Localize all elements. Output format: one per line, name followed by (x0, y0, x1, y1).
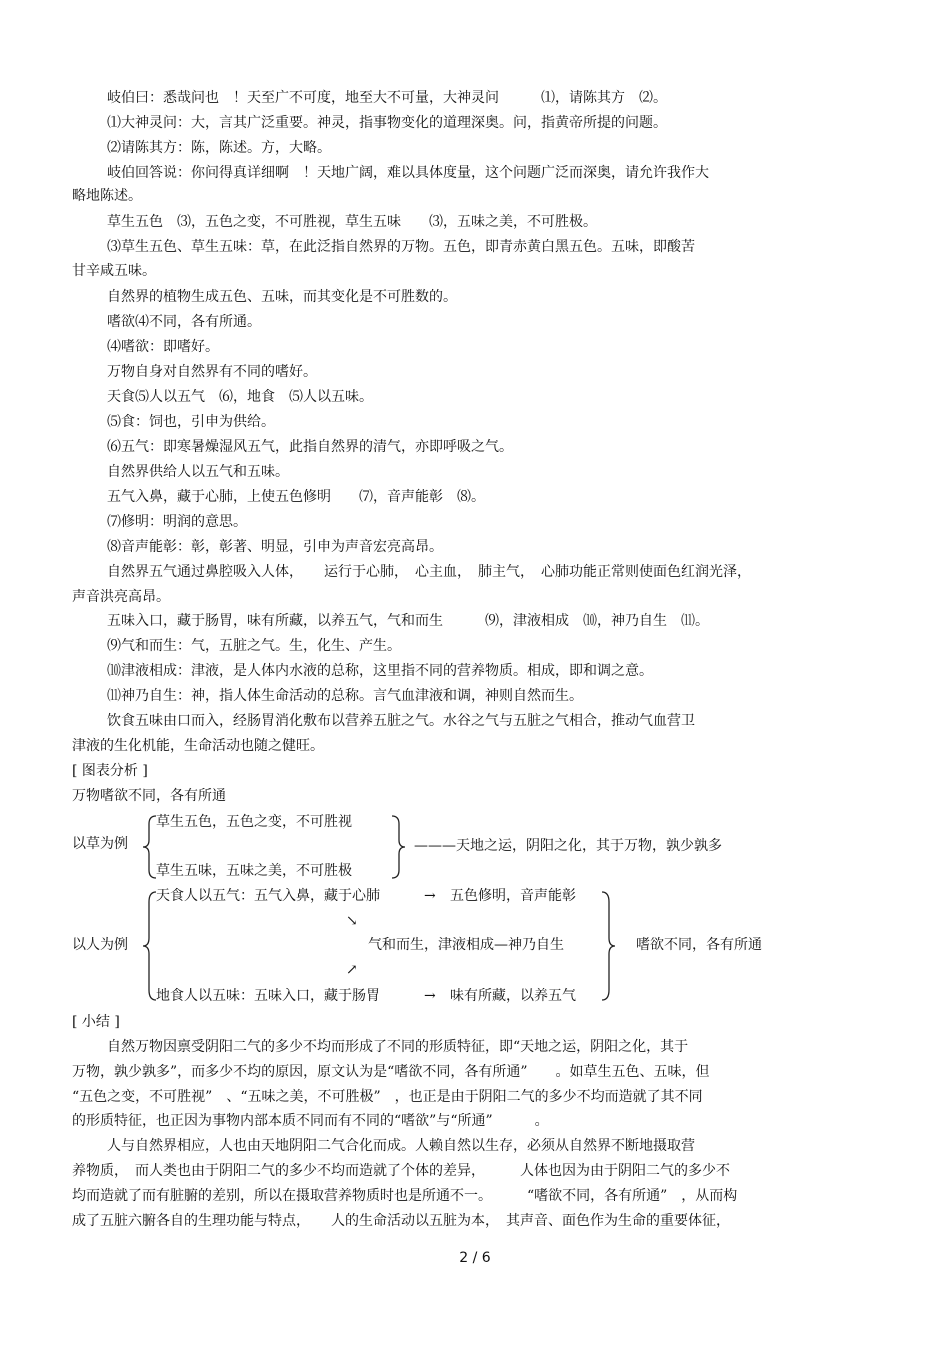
text-line: 成了五脏六腑各自的生理功能与特点， 人的生命活动以五脏为本， 其声音、面色作为生命的重要体征， (72, 1213, 730, 1229)
text-line: 五味入口，藏于肠胃，味有所藏，以养五气，气和而生 ⑼，津液相成 ⑽，神乃自生 ⑾。 (107, 613, 709, 629)
text-line: 饮食五味由口而入，经肠胃消化敷布以营养五脏之气。水谷之气与五脏之气相合，推动气血营卫 (107, 713, 695, 729)
text-line: 甘辛咸五味。 (72, 263, 156, 279)
text-line: 自然界的植物生成五色、五味，而其变化是不可胜数的。 (107, 289, 457, 305)
text-line: ⑽津液相成：津液，是人体内水液的总称，这里指不同的营养物质。相成，即和调之意。 (107, 663, 653, 679)
diagram1-bottom: 草生五味，五味之美，不可胜极 (156, 863, 352, 879)
arrow-up-right-icon: ↗ (346, 962, 358, 978)
diagram2-top-left: 天食人以五气：五气入鼻，藏于心肺 (156, 888, 380, 904)
page-number: 2 / 6 (459, 1250, 491, 1266)
diagram2-bottom-left: 地食人以五味：五味入口，藏于肠胃 (156, 988, 380, 1004)
text-line: ⑺修明：明润的意思。 (107, 514, 247, 530)
text-line: 声音洪亮高昂。 (72, 589, 170, 605)
text-line: 人与自然界相应，人也由天地阴阳二气合化而成。人赖自然以生存，必须从自然界不断地摄取营 (107, 1138, 695, 1154)
text-line: “五色之变，不可胜视” 、“五味之美，不可胜极” ，也正是由于阴阳二气的多少不均而造就了其不同 (72, 1089, 703, 1105)
right-brace-icon (598, 890, 618, 1002)
text-line: 自然界供给人以五气和五味。 (107, 464, 289, 480)
text-line: ⑹五气：即寒暑燥湿风五气，此指自然界的清气，亦即呼吸之气。 (107, 439, 513, 455)
arrow-down-right-icon: ↘ (346, 913, 358, 929)
text-line: ⑸食：饲也，引申为供给。 (107, 414, 275, 430)
text-line: 自然万物因禀受阴阳二气的多少不均而形成了不同的形质特征，即“天地之运，阴阳之化，其于 (107, 1039, 689, 1055)
diagram2-top-right: 五色修明，音声能彰 (450, 888, 576, 904)
chart-heading: [ 图表分析 ] (72, 763, 148, 779)
diagram2-bottom-right: 味有所藏，以养五气 (450, 988, 576, 1004)
text-line: ⑴大神灵问：大，言其广泛重要。神灵，指事物变化的道理深奥。问，指黄帝所提的问题。 (107, 115, 667, 131)
text-line: ⑼气和而生：气，五脏之气。生，化生、产生。 (107, 638, 401, 654)
text-line: 岐伯回答说：你问得真详细啊 ！天地广阔，难以具体度量，这个问题广泛而深奥，请允许我作大 (107, 165, 709, 181)
text-line: 万物自身对自然界有不同的嗜好。 (107, 364, 317, 380)
summary-heading: [ 小结 ] (72, 1014, 120, 1030)
text-line: ⑷嗜欲：即嗜好。 (107, 339, 219, 355)
diagram1-result: ———天地之运，阴阳之化，其于万物，孰少孰多 (414, 838, 722, 854)
diagram2-result: 嗜欲不同，各有所通 (636, 937, 762, 953)
text-line: 天食⑸人以五气 ⑹，地食 ⑸人以五味。 (107, 389, 373, 405)
text-line: 岐伯曰：悉哉问也 ！天至广不可度，地至大不可量，大神灵问 ⑴，请陈其方 ⑵。 (107, 90, 667, 106)
text-line: 的形质特征，也正因为事物内部本质不同而有不同的“嗜欲”与“所通” 。 (72, 1113, 549, 1129)
diagram1-top: 草生五色，五色之变，不可胜视 (156, 814, 352, 830)
left-brace-icon (140, 890, 160, 1002)
text-line: 均而造就了而有脏腑的差别，所以在摄取营养物质时也是所通不一。 “嗜欲不同，各有所通” ，从而构 (72, 1188, 738, 1204)
chart-intro: 万物嗜欲不同，各有所通 (72, 788, 226, 804)
text-line: 草生五色 ⑶，五色之变，不可胜视，草生五味 ⑶，五味之美，不可胜极。 (107, 214, 597, 230)
text-line: ⑾神乃自生：神，指人体生命活动的总称。言气血津液和调，神则自然而生。 (107, 688, 583, 704)
diagram1-left-label: 以草为例 (72, 836, 128, 852)
text-line: 略地陈述。 (72, 188, 142, 204)
arrow-right-icon: → (424, 988, 436, 1004)
arrow-right-icon: → (424, 888, 436, 904)
text-line: 养物质， 而人类也由于阴阳二气的多少不均而造就了个体的差异， 人体也因为由于阴阳二气的多少不 (72, 1163, 730, 1179)
diagram2-left-label: 以人为例 (72, 937, 128, 953)
text-line: 嗜欲⑷不同，各有所通。 (107, 314, 261, 330)
text-line: 自然界五气通过鼻腔吸入人体， 运行于心肺， 心主血， 肺主气， 心肺功能正常则使面色红润光泽， (107, 564, 751, 580)
text-line: ⑵请陈其方：陈，陈述。方，大略。 (107, 140, 331, 156)
text-line: 万物，孰少孰多”，而多少不均的原因，原文认为是“嗜欲不同，各有所通” 。如草生五色、五味，但 (72, 1064, 710, 1080)
text-line: 津液的生化机能，生命活动也随之健旺。 (72, 738, 324, 754)
text-line: 五气入鼻，藏于心肺，上使五色修明 ⑺，音声能彰 ⑻。 (107, 489, 485, 505)
right-brace-icon (388, 814, 408, 880)
text-line: ⑻音声能彰：彰，彰著、明显，引申为声音宏亮高昂。 (107, 539, 443, 555)
diagram2-middle: 气和而生，津液相成—神乃自生 (368, 937, 564, 953)
text-line: ⑶草生五色、草生五味：草，在此泛指自然界的万物。五色，即青赤黄白黑五色。五味，即酸苦 (107, 239, 695, 255)
